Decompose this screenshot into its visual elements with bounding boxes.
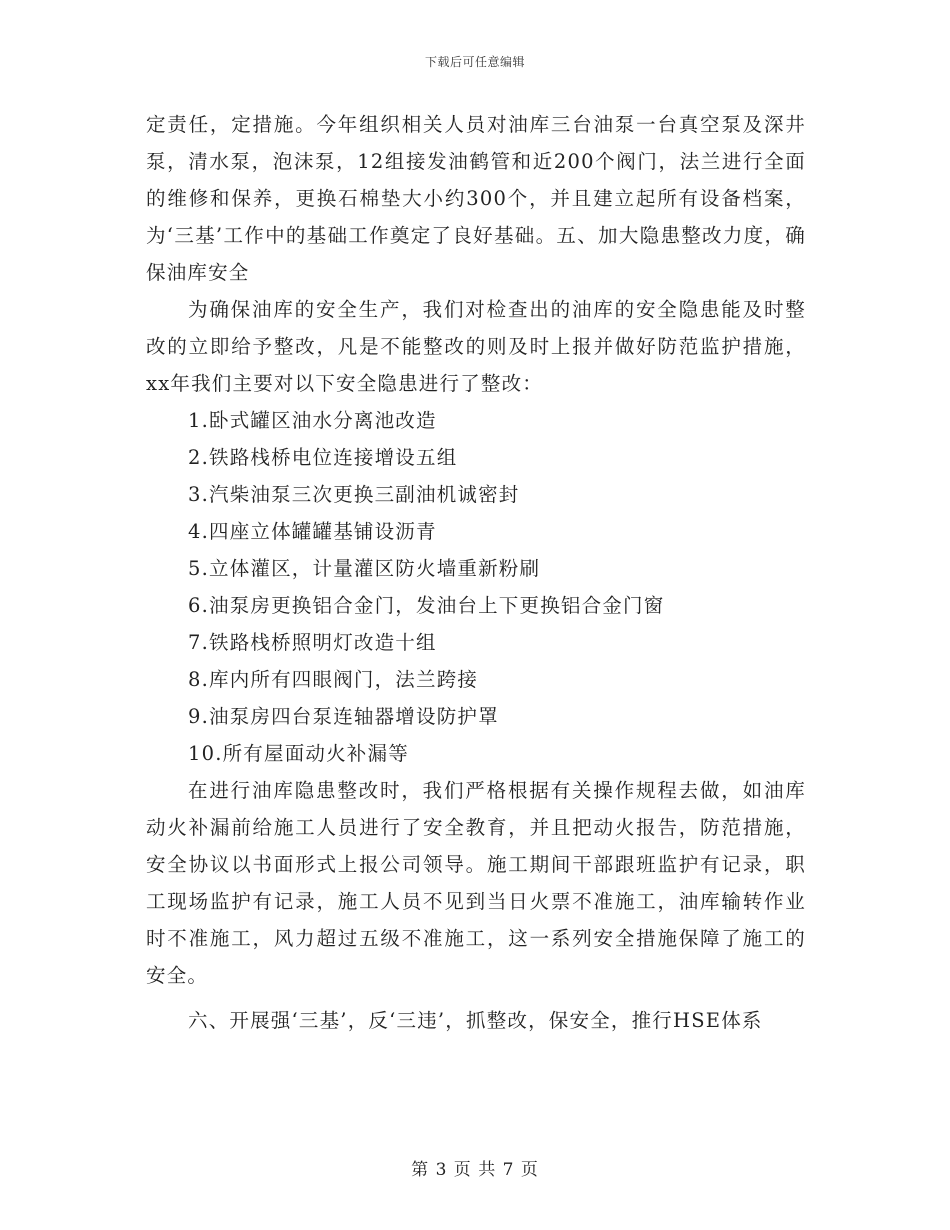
list-item: 1.卧式罐区油水分离池改造	[188, 409, 437, 432]
list-item: 4.四座立体罐罐基铺设沥青	[188, 520, 437, 543]
list-item: 3.汽柴油泵三次更换三副油机诚密封	[188, 483, 520, 506]
list-item: 9.油泵房四台泵连轴器增设防护罩	[188, 705, 499, 728]
section-heading: 六、开展强‘三基’，反‘三违’，抓整改，保安全，推行HSE体系	[188, 1009, 763, 1032]
document-body	[146, 106, 806, 1039]
list-item: 5.立体灌区，计量灌区防火墙重新粉刷	[188, 557, 541, 580]
paragraph-3: 在进行油库隐患整改时，我们严格根据有关操作规程去做，如油库动火补漏前给施工人员进行了安全教育，并且把动火报告，防范措施，安全协议以书面形式上报公司领导。施工期间干部跟班监护有记录，职工现场监护有记录，施工人员不见到当日火票不准施工，油库输转作业时不准施工，风力超过五级不准施工，这一系列安全措施保障了施工的安全。	[146, 779, 806, 987]
list-item: 7.铁路栈桥照明灯改造十组	[188, 631, 437, 654]
list-item: 2.铁路栈桥电位连接增设五组	[188, 446, 458, 469]
list-item: 8.库内所有四眼阀门，法兰跨接	[188, 668, 479, 691]
paragraph-1: 定责任，定措施。今年组织相关人员对油库三台油泵一台真空泵及深井泵，清水泵，泡沫泵，12组接发油鹤管和近200个阀门，法兰进行全面的维修和保养，更换石棉垫大小约300个，并且建立起所有设备档案，为‘三基’工作中的基础工作奠定了良好基础。五、加大隐患整改力度，确保油库安全	[146, 113, 806, 284]
list-item: 6.油泵房更换铝合金门，发油台上下更换铝合金门窗	[188, 594, 665, 617]
list-item: 10.所有屋面动火补漏等	[188, 742, 409, 765]
paragraph-2: 为确保油库的安全生产，我们对检查出的油库的安全隐患能及时整改的立即给予整改，凡是不能整改的则及时上报并做好防范监护措施，xx年我们主要对以下安全隐患进行了整改：	[146, 298, 806, 395]
page-header: 下载后可任意编辑	[424, 55, 525, 69]
page-number: 第 3 页 共 7 页	[411, 1160, 539, 1180]
